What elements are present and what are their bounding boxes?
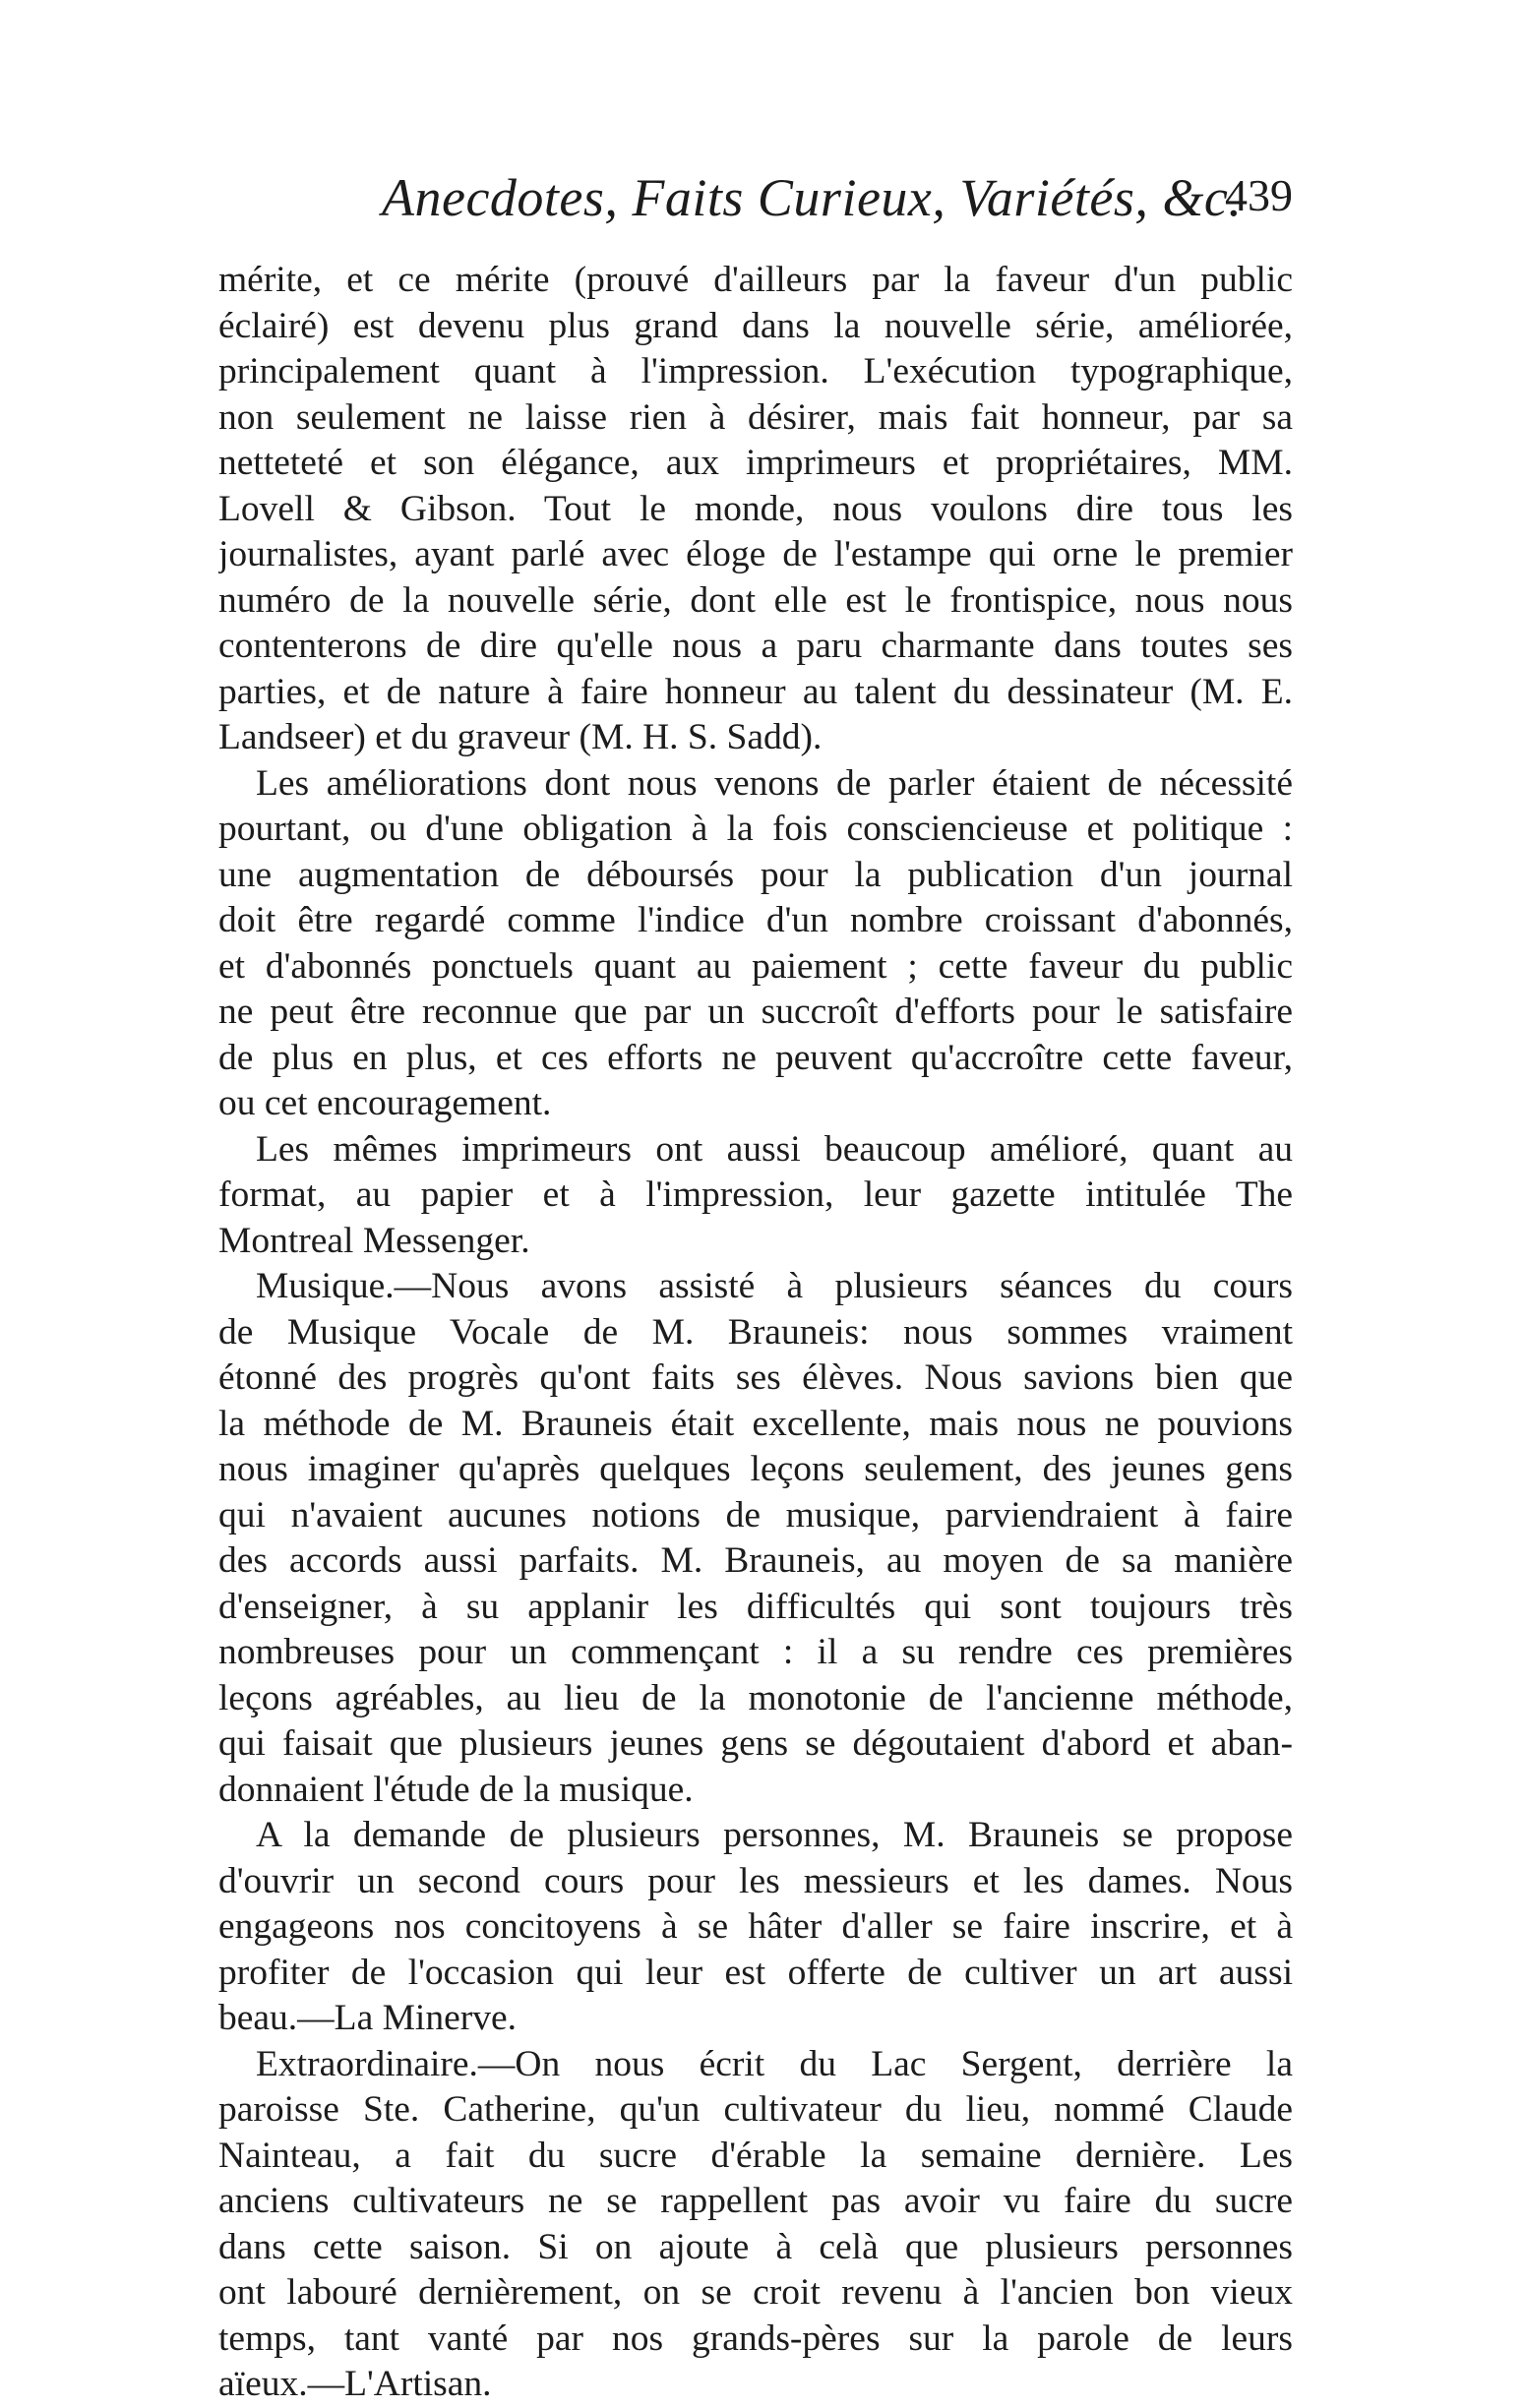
body-text	[218, 258, 1293, 2408]
text-line: qui faisait que plusieurs jeunes gens se dégoutaient d'abord et aban-	[218, 1723, 1293, 1764]
text-line: nombreuses pour un commençant : il a su rendre ces premières	[218, 1632, 1293, 1672]
text-line: Nainteau, a fait du sucre d'érable la semaine dernière. Les	[218, 2135, 1293, 2176]
text-line: d'enseigner, à su applanir les difficultés qui sont toujours très	[218, 1586, 1293, 1627]
text-line: Landseer) et du graveur (M. H. S. Sadd).	[218, 717, 823, 757]
text-line: une augmentation de déboursés pour la publication d'un journal	[218, 854, 1293, 895]
text-line: Montreal Messenger.	[218, 1220, 530, 1261]
text-line: non seulement ne laisse rien à désirer, mais fait honneur, par sa	[218, 396, 1293, 438]
text-line: donnaient l'étude de la musique.	[218, 1769, 694, 1810]
text-line: mérite, et ce mérite (prouvé d'ailleurs par la faveur d'un public	[218, 260, 1293, 300]
text-line: aïeux.—L'Artisan.	[218, 2364, 492, 2404]
text-line: dans cette saison. Si on ajoute à celà que plusieurs personnes	[218, 2226, 1293, 2267]
text-line: étonné des progrès qu'ont faits ses élèves. Nous savions bien que	[218, 1357, 1293, 1398]
text-line: qui n'avaient aucunes notions de musique, parviendraient à faire	[218, 1494, 1293, 1535]
text-line: ont labouré dernièrement, on se croit revenu à l'ancien bon vieux	[218, 2272, 1293, 2313]
text-line: beau.—La Minerve.	[218, 1998, 518, 2038]
text-line: Les améliorations dont nous venons de parler étaient de nécessité	[256, 762, 1293, 804]
text-line: pourtant, ou d'une obligation à la fois consciencieuse et politique :	[218, 809, 1293, 849]
text-line: et d'abonnés ponctuels quant au paiement ; cette faveur du public	[218, 945, 1293, 987]
page-header	[218, 167, 1293, 246]
text-line: A la demande de plusieurs personnes, M. Brauneis se propose	[256, 1815, 1293, 1855]
text-line: anciens cultivateurs ne se rappellent pas avoir vu faire du sucre	[218, 2181, 1293, 2221]
text-line: de Musique Vocale de M. Brauneis: nous sommes vraiment	[218, 1311, 1293, 1353]
text-line: ou cet encouragement.	[218, 1083, 552, 1123]
text-line: nous imaginer qu'après quelques leçons seulement, des jeunes gens	[218, 1449, 1293, 1489]
document-page	[218, 167, 1293, 2408]
text-line: temps, tant vanté par nos grands-pères sur la parole de leurs	[218, 2318, 1293, 2359]
text-line: principalement quant à l'impression. L'exécution typographique,	[218, 351, 1293, 391]
text-line: doit être regardé comme l'indice d'un nombre croissant d'abonnés,	[218, 900, 1293, 940]
text-line: Musique.—Nous avons assisté à plusieurs séances du cours	[256, 1266, 1293, 1306]
text-line: éclairé) est devenu plus grand dans la nouvelle série, améliorée,	[218, 305, 1293, 346]
text-line: parties, et de nature à faire honneur au talent du dessinateur (M. E.	[218, 671, 1293, 712]
text-line: contenterons de dire qu'elle nous a paru charmante dans toutes ses	[218, 626, 1293, 666]
text-line: numéro de la nouvelle série, dont elle est le frontispice, nous nous	[218, 579, 1293, 621]
text-line: de plus en plus, et ces efforts ne peuvent qu'accroître cette faveur,	[218, 1037, 1293, 1078]
text-line: la méthode de M. Brauneis était excellente, mais nous ne pouvions	[218, 1403, 1293, 1444]
text-line: journalistes, ayant parlé avec éloge de l'estampe qui orne le premier	[218, 534, 1293, 574]
page-number: 439	[1225, 170, 1293, 220]
text-line: Lovell & Gibson. Tout le monde, nous voulons dire tous les	[218, 488, 1293, 529]
running-head: Anecdotes, Faits Curieux, Variétés, &c.	[382, 168, 1243, 227]
text-line: leçons agréables, au lieu de la monotonie de l'ancienne méthode,	[218, 1677, 1293, 1718]
text-line: Les mêmes imprimeurs ont aussi beaucoup amélioré, quant au	[256, 1128, 1293, 1170]
text-line: des accords aussi parfaits. M. Brauneis, au moyen de sa manière	[218, 1540, 1293, 1581]
text-line: profiter de l'occasion qui leur est offerte de cultiver un art aussi	[218, 1952, 1293, 1993]
text-line: format, au papier et à l'impression, leur gazette intitulée The	[218, 1174, 1293, 1215]
text-line: netteteté et son élégance, aux imprimeurs et propriétaires, MM.	[218, 443, 1293, 483]
text-line: engageons nos concitoyens à se hâter d'aller se faire inscrire, et à	[218, 1906, 1293, 1947]
text-line: d'ouvrir un second cours pour les messieurs et les dames. Nous	[218, 1860, 1293, 1901]
text-line: Extraordinaire.—On nous écrit du Lac Sergent, derrière la	[256, 2043, 1293, 2084]
text-line: ne peut être reconnue que par un succroît d'efforts pour le satisfaire	[218, 992, 1293, 1032]
text-line: paroisse Ste. Catherine, qu'un cultivateur du lieu, nommé Claude	[218, 2089, 1293, 2130]
